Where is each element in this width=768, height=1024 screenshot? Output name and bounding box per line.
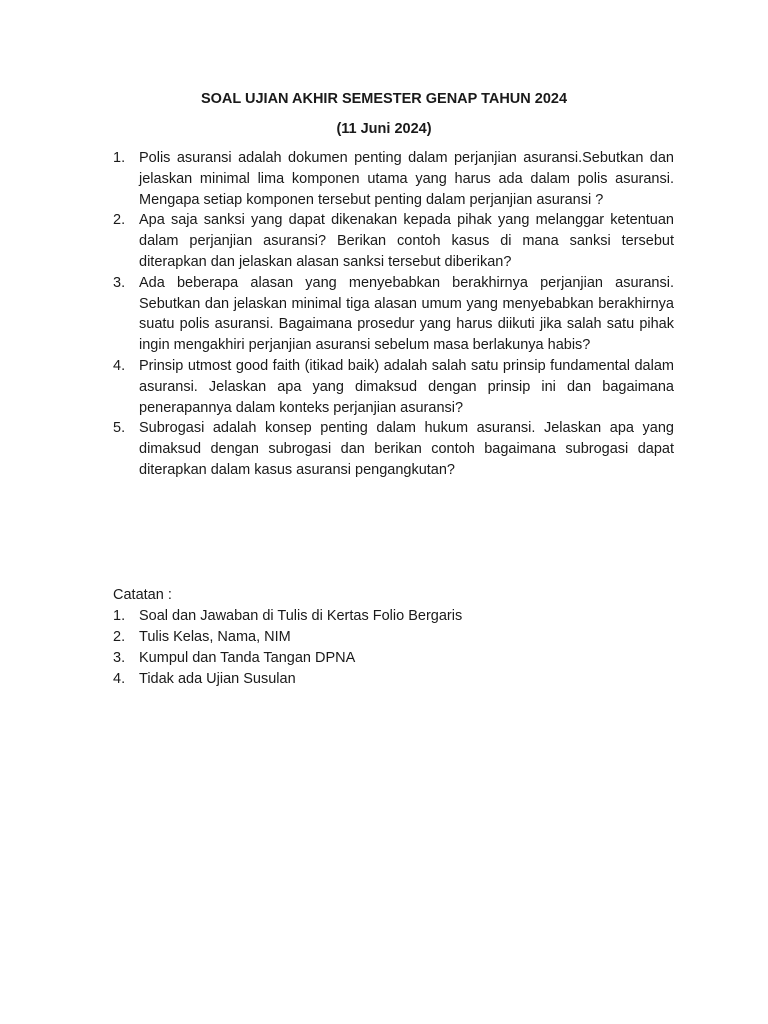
question-number: 3. <box>113 274 126 291</box>
question-list <box>113 148 674 481</box>
question-number: 4. <box>113 357 126 374</box>
note-number: 4. <box>113 671 126 687</box>
notes-list <box>113 606 674 690</box>
note-item <box>113 648 674 669</box>
question-text: Subrogasi adalah konsep penting dalam hukum asuransi. Jelaskan apa yang dimaksud dengan subrogasi dan berikan contoh bagaimana subrogasi dapat diterapkan dalam kasus asuransi pengangkutan? <box>139 420 674 478</box>
question-item <box>113 418 674 480</box>
exam-date: (11 Juni 2024) <box>336 121 432 137</box>
page-title: SOAL UJIAN AKHIR SEMESTER GENAP TAHUN 2024 <box>200 91 568 107</box>
question-text: Ada beberapa alasan yang menyebabkan berakhirnya perjanjian asuransi. Sebutkan dan jelaskan minimal tiga alasan umum yang menyebabkan berakhirnya suatu polis asuransi. Bagaimana prosedur yang harus diikuti jika salah satu pihak ingin mengakhiri perjanjian asuransi sebelum masa berlakunya habis? <box>139 274 674 354</box>
notes-heading: Catatan : <box>113 587 172 603</box>
question-item <box>113 273 674 356</box>
note-item <box>113 606 674 627</box>
note-number: 1. <box>113 608 126 624</box>
question-number: 2. <box>113 212 126 229</box>
note-number: 3. <box>113 650 126 666</box>
note-text: Kumpul dan Tanda Tangan DPNA <box>139 650 356 666</box>
question-text: Apa saja sanksi yang dapat dikenakan kepada pihak yang melanggar ketentuan dalam perjanjian asuransi? Berikan contoh kasus di mana sanksi tersebut diterapkan dan jelaskan alasan sanksi tersebut diberikan? <box>139 212 674 270</box>
question-number: 5. <box>113 420 126 437</box>
question-item <box>113 210 674 272</box>
note-text: Soal dan Jawaban di Tulis di Kertas Folio Bergaris <box>139 608 463 624</box>
notes-section <box>113 585 674 690</box>
note-item <box>113 669 674 690</box>
question-text: Prinsip utmost good faith (itikad baik) adalah salah satu prinsip fundamental dalam asuransi. Jelaskan apa yang dimaksud dengan prinsip ini dan bagaimana penerapannya dalam konteks perjanjian asuransi? <box>139 357 674 416</box>
question-text: Polis asuransi adalah dokumen penting dalam perjanjian asuransi.Sebutkan dan jelaskan minimal lima komponen utama yang harus ada dalam polis asuransi. Mengapa setiap komponen tersebut penting dalam perjanjian asuransi ? <box>139 150 674 208</box>
question-number: 1. <box>113 150 126 166</box>
note-text: Tulis Kelas, Nama, NIM <box>139 629 291 645</box>
question-item <box>113 356 674 418</box>
note-text: Tidak ada Ujian Susulan <box>139 671 296 687</box>
note-item <box>113 627 674 648</box>
note-number: 2. <box>113 629 126 645</box>
question-item <box>113 148 674 210</box>
